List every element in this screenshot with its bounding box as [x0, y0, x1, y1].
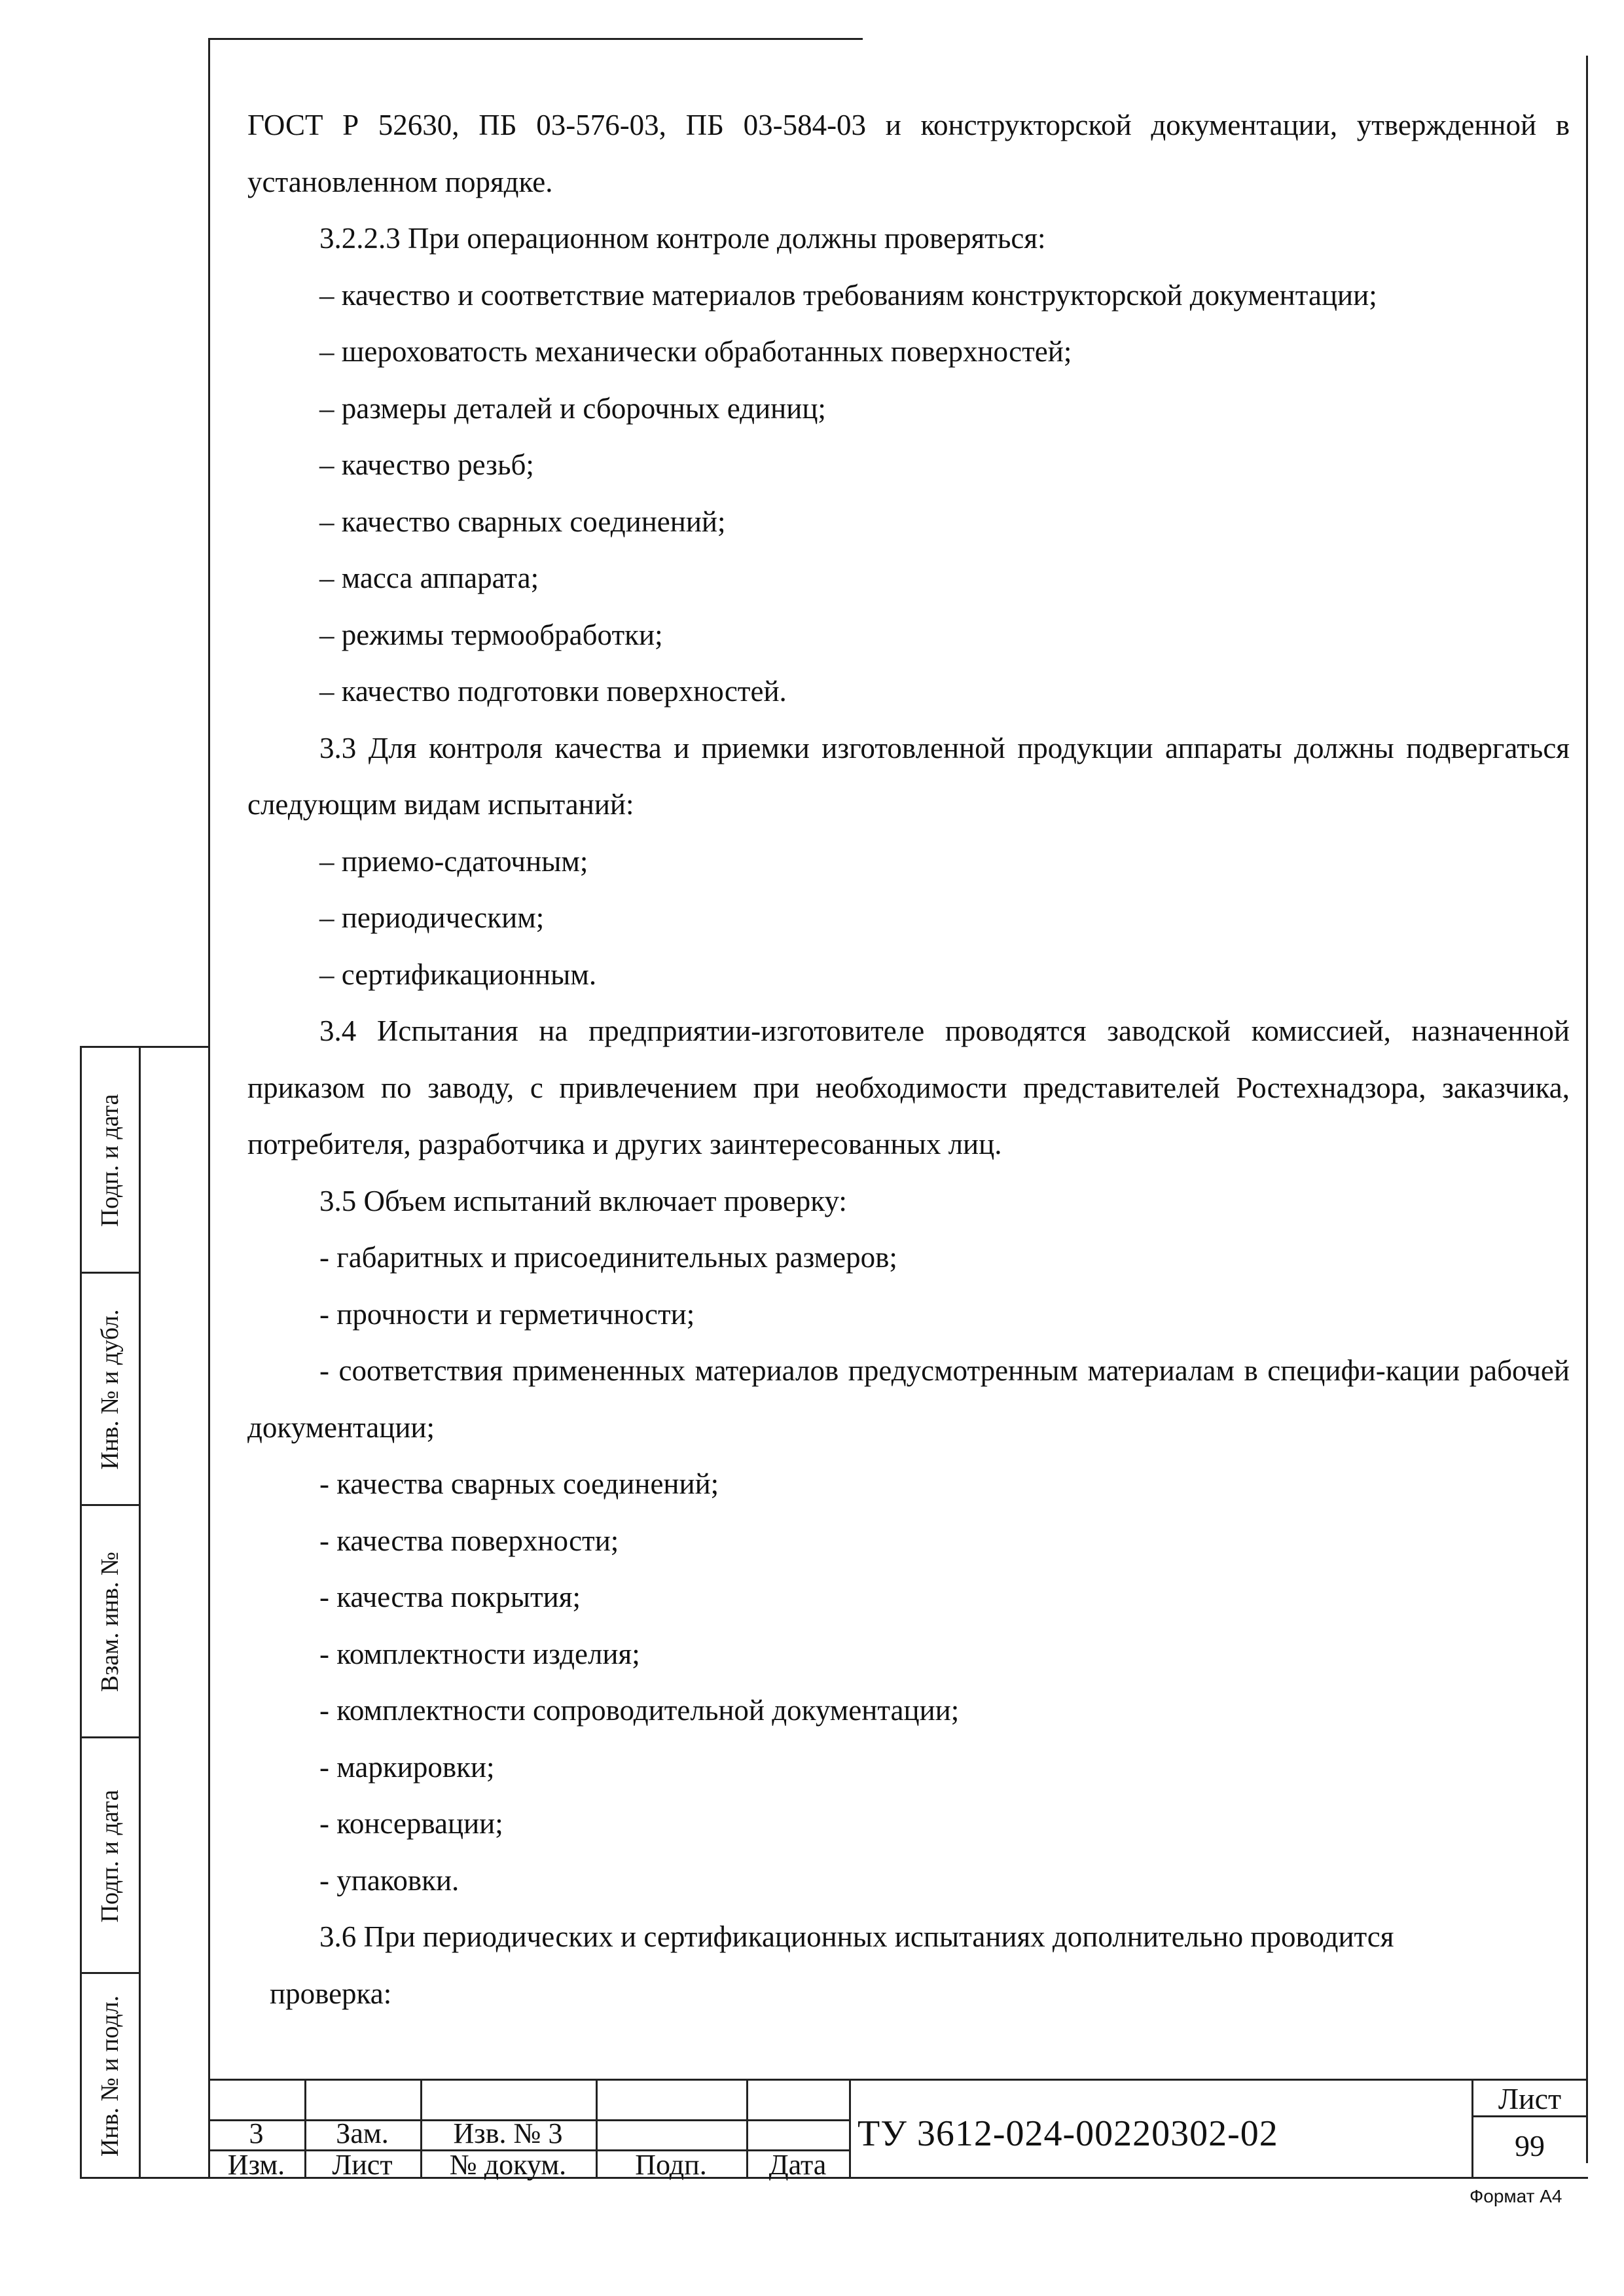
- paragraph-3-6: 3.6 При периодических и сертификационных испытаниях дополнительно проводится: [319, 1920, 1394, 1953]
- list-item: - качества сварных соединений;: [319, 1467, 719, 1500]
- list-item: – размеры деталей и сборочных единиц;: [319, 391, 826, 425]
- paper-format: Формат А4: [1470, 2186, 1562, 2206]
- side-label-vzam-inv: Взам. инв. №: [96, 1551, 124, 1693]
- list-item: - соответствия примененных материалов предусмотренным материалам в специфи-кации рабочей документации;: [247, 1354, 1570, 1444]
- list-item: - маркировки;: [319, 1750, 495, 1784]
- title-block-top-line: [208, 2079, 1588, 2081]
- document-code: ТУ 3612-024-00220302-02: [857, 2113, 1278, 2154]
- list-item: - комплектности изделия;: [319, 1637, 640, 1670]
- list-item: – режимы термообработки;: [319, 618, 663, 651]
- title-block-col-line: [849, 2079, 851, 2178]
- sheet-label: Лист: [1498, 2082, 1562, 2115]
- side-cell-vzam-inv: [82, 1506, 139, 1738]
- paragraph-3-5: 3.5 Объем испытаний включает проверку:: [319, 1184, 847, 1217]
- list-item: – качество и соответствие материалов требованиям конструкторской документации;: [319, 278, 1377, 312]
- frame-top-line: [208, 38, 863, 40]
- side-cell-podp-data-1: [82, 1048, 139, 1274]
- change-document: Изв. № 3: [453, 2117, 563, 2149]
- frame-right-line: [1586, 56, 1588, 2163]
- side-cell-podp-data-2: [82, 1738, 139, 1974]
- change-sheet: Зам.: [336, 2117, 389, 2149]
- paragraph-3-2-2-3: 3.2.2.3 При операционном контроле должны проверяться:: [319, 222, 1046, 255]
- header-podp: Подп.: [635, 2149, 707, 2181]
- side-cell-inv-podl: [82, 1974, 139, 2179]
- list-item: - упаковки.: [319, 1863, 460, 1897]
- list-item: - прочности и герметичности;: [319, 1297, 695, 1331]
- header-dokum: № докум.: [449, 2149, 567, 2181]
- list-item: - консервации;: [319, 1807, 503, 1840]
- list-item: – качество резьб;: [319, 448, 534, 481]
- list-item: – качество подготовки поверхностей.: [319, 675, 787, 708]
- side-cell-inv-dubl: [82, 1274, 139, 1506]
- side-label-inv-dubl: Инв. № и дубл.: [96, 1309, 124, 1470]
- list-item: - качества поверхности;: [319, 1524, 619, 1557]
- side-label-podp-data-1: Подп. и дата: [96, 1094, 124, 1227]
- list-item: – масса аппарата;: [319, 562, 539, 594]
- paragraph-intro: ГОСТ Р 52630, ПБ 03-576-03, ПБ 03-584-03 и конструкторской документации, утвержденной в установленном порядке.: [247, 109, 1570, 198]
- list-item: - комплектности сопроводительной документации;: [319, 1694, 960, 1727]
- document-body: [247, 97, 1570, 2022]
- paragraph-3-4: 3.4 Испытания на предприятии-изготовителе проводятся заводской комиссией, назначенной приказом по заводу, с привлечением при необходимости представителей Ростехнадзора, заказчика, потребителя, разработчика и других заинтересованных лиц.: [247, 1014, 1570, 1160]
- side-label-podp-data-2: Подп. и дата: [96, 1789, 124, 1923]
- list-item: – качество сварных соединений;: [319, 505, 726, 538]
- header-izm: Изм.: [227, 2149, 285, 2181]
- change-number: 3: [249, 2117, 264, 2149]
- side-label-inv-podl: Инв. № и подл.: [96, 1995, 124, 2157]
- list-item: – периодическим;: [319, 901, 545, 934]
- list-item: – приемо-сдаточным;: [319, 844, 588, 878]
- list-item: – сертификационным.: [319, 958, 597, 991]
- list-item: - габаритных и присоединительных размеров;: [319, 1241, 897, 1274]
- paragraph-3-6-continuation: проверка:: [270, 1977, 392, 2010]
- header-data: Дата: [768, 2149, 827, 2181]
- list-item: – шероховатость механически обработанных поверхностей;: [319, 335, 1072, 368]
- header-list: Лист: [332, 2149, 393, 2181]
- side-stamp: [80, 1046, 208, 2177]
- paragraph-3-3: 3.3 Для контроля качества и приемки изготовленной продукции аппараты должны подвергаться следующим видам испытаний:: [247, 731, 1570, 821]
- list-item: - качества покрытия;: [319, 1581, 581, 1613]
- frame-left-line: [208, 38, 210, 2178]
- sheet-number: 99: [1515, 2129, 1545, 2162]
- side-stamp-divider: [139, 1048, 141, 2177]
